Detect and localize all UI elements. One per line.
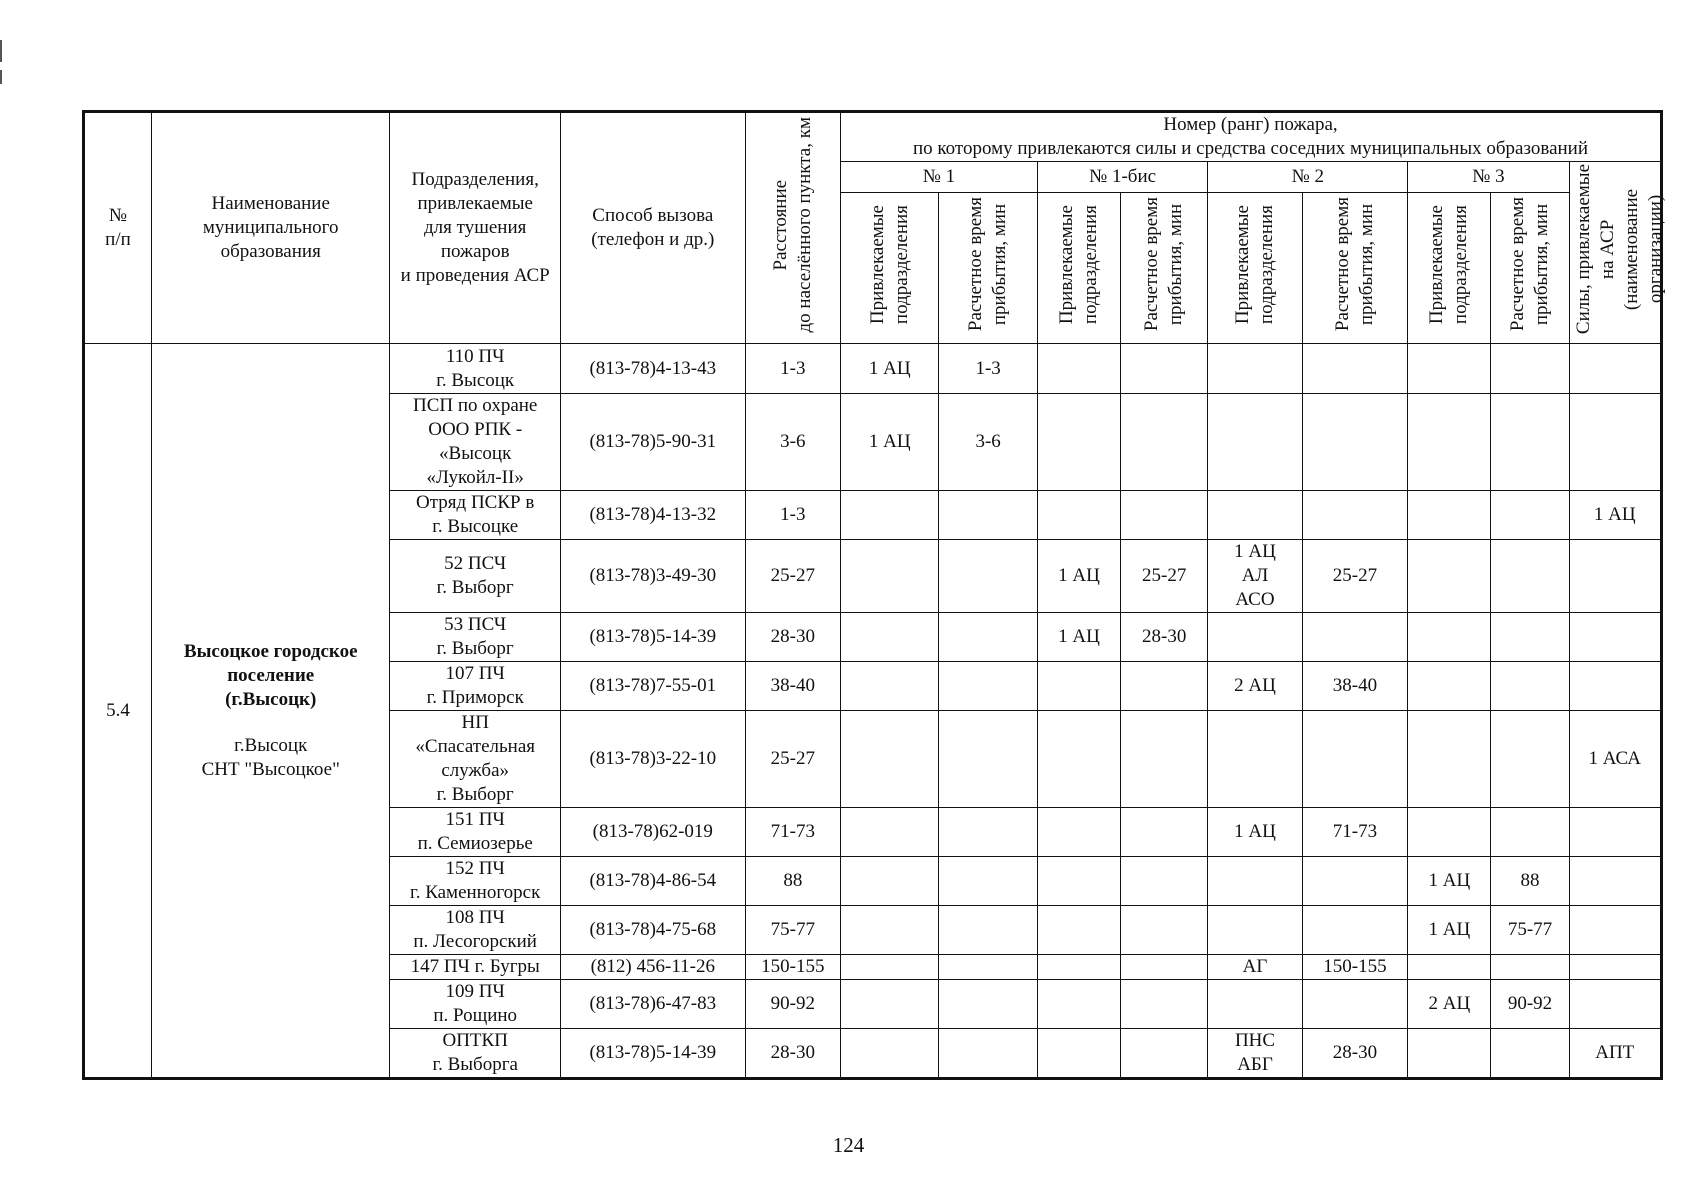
rank3-units-cell: [1408, 540, 1491, 613]
unit-cell: ПСП по охране ООО РПК - «Высоцк «Лукойл-II»: [390, 394, 560, 491]
rank1bis-time-cell: [1121, 955, 1208, 980]
rank3-units-cell: [1408, 955, 1491, 980]
rank2-time-cell: 150-155: [1302, 955, 1408, 980]
header-units: Подразделения, привлекаемые для тушения пожаров и проведения АСР: [390, 112, 560, 344]
header-distance-label: Расстояние до населённого пункта, км: [769, 116, 815, 333]
rank3-time-cell: [1491, 613, 1569, 662]
distance-cell: 90-92: [745, 980, 840, 1029]
rank2-units-cell: [1208, 906, 1302, 955]
rank1-time-cell: [939, 1029, 1037, 1079]
rank1-units-cell: [841, 980, 939, 1029]
rank1-units-cell: 1 АЦ: [841, 394, 939, 491]
rank1-time-cell: [939, 711, 1037, 808]
distance-cell: 25-27: [745, 540, 840, 613]
header-sub-label: Привлекаемые подразделения: [1055, 204, 1101, 325]
rank2-time-cell: 71-73: [1302, 808, 1408, 857]
table-row: [84, 344, 1662, 394]
rank1bis-time-cell: 25-27: [1121, 540, 1208, 613]
rank3-units-cell: 2 АЦ: [1408, 980, 1491, 1029]
header-asr-forces-label: Силы, привлекаемые на АСР (наименование организации): [1572, 163, 1666, 335]
unit-cell: 109 ПЧ п. Рощино: [390, 980, 560, 1029]
rank3-time-cell: [1491, 540, 1569, 613]
rank1bis-time-cell: [1121, 344, 1208, 394]
header-rank3-units: [1408, 193, 1491, 344]
phone-cell: (813-78)6-47-83: [560, 980, 745, 1029]
header-sub-label: Расчетное время прибытия, мин: [965, 197, 1011, 332]
header-asr-forces: [1569, 162, 1666, 344]
rank2-units-cell: 1 АЦ АЛ АСО: [1208, 540, 1302, 613]
rank1-time-cell: [939, 540, 1037, 613]
rank1-units-cell: [841, 711, 939, 808]
phone-cell: (813-78)3-22-10: [560, 711, 745, 808]
asr-forces-cell: [1569, 857, 1661, 906]
rank2-time-cell: [1302, 344, 1408, 394]
header-sub-label: Привлекаемые подразделения: [866, 204, 912, 325]
distance-cell: 28-30: [745, 613, 840, 662]
rank1bis-units-cell: [1037, 344, 1120, 394]
scan-margin-mark: [0, 40, 2, 62]
header-rank2-units: [1208, 193, 1302, 344]
header-num: № п/п: [84, 112, 152, 344]
rank1-time-cell: [939, 662, 1037, 711]
entry-municipality: [151, 344, 389, 1079]
page-number: 124: [832, 1133, 865, 1157]
rank3-time-cell: [1491, 955, 1569, 980]
rank2-time-cell: [1302, 394, 1408, 491]
phone-cell: (813-78)3-49-30: [560, 540, 745, 613]
distance-cell: 1-3: [745, 344, 840, 394]
header-call-method: Способ вызова (телефон и др.): [560, 112, 745, 344]
asr-forces-cell: [1569, 980, 1661, 1029]
rank1-time-cell: [939, 808, 1037, 857]
rank1-units-cell: [841, 808, 939, 857]
phone-cell: (813-78)4-13-43: [560, 344, 745, 394]
header-rank1-units: [841, 193, 939, 344]
header-rank2-time: [1302, 193, 1408, 344]
municipality-locations: г.Высоцк СНТ "Высоцкое": [201, 734, 340, 780]
rank2-units-cell: [1208, 613, 1302, 662]
phone-cell: (813-78)7-55-01: [560, 662, 745, 711]
rank2-time-cell: 38-40: [1302, 662, 1408, 711]
rank1bis-time-cell: [1121, 394, 1208, 491]
rank3-time-cell: 75-77: [1491, 906, 1569, 955]
rank1-units-cell: [841, 1029, 939, 1079]
rank1-time-cell: 3-6: [939, 394, 1037, 491]
table-header: [84, 112, 1666, 344]
rank2-units-cell: 2 АЦ: [1208, 662, 1302, 711]
asr-forces-cell: 1 АСА: [1569, 711, 1661, 808]
distance-cell: 25-27: [745, 711, 840, 808]
header-municipality: Наименование муниципального образования: [151, 112, 389, 344]
fire-forces-table: [82, 110, 1666, 1080]
distance-cell: 3-6: [745, 394, 840, 491]
phone-cell: (813-78)62-019: [560, 808, 745, 857]
header-rank-2: № 2: [1208, 162, 1408, 193]
phone-cell: (813-78)4-86-54: [560, 857, 745, 906]
rank3-units-cell: [1408, 662, 1491, 711]
rank2-time-cell: 28-30: [1302, 1029, 1408, 1079]
rank1bis-units-cell: [1037, 857, 1120, 906]
header-distance: [745, 112, 840, 344]
rank1bis-units-cell: [1037, 906, 1120, 955]
rank1-time-cell: [939, 857, 1037, 906]
unit-cell: 108 ПЧ п. Лесогорский: [390, 906, 560, 955]
rank3-time-cell: [1491, 344, 1569, 394]
phone-cell: (813-78)5-14-39: [560, 613, 745, 662]
header-sub-label: Расчетное время прибытия, мин: [1506, 197, 1552, 332]
asr-forces-cell: [1569, 955, 1661, 980]
rank1-units-cell: [841, 955, 939, 980]
municipality-name: Высоцкое городское поселение (г.Высоцк): [183, 640, 358, 710]
header-rank1bis-units: [1037, 193, 1120, 344]
rank1-units-cell: [841, 662, 939, 711]
rank2-units-cell: [1208, 857, 1302, 906]
rank2-time-cell: [1302, 906, 1408, 955]
phone-cell: (813-78)5-14-39: [560, 1029, 745, 1079]
rank1-units-cell: [841, 491, 939, 540]
rank1-time-cell: [939, 613, 1037, 662]
distance-cell: 28-30: [745, 1029, 840, 1079]
rank1-units-cell: [841, 906, 939, 955]
rank2-time-cell: [1302, 857, 1408, 906]
rank1-units-cell: [841, 613, 939, 662]
rank1bis-units-cell: [1037, 394, 1120, 491]
header-rank-1: № 1: [841, 162, 1038, 193]
rank1bis-units-cell: [1037, 662, 1120, 711]
table-body: [84, 344, 1662, 1079]
rank2-time-cell: [1302, 613, 1408, 662]
unit-cell: 152 ПЧ г. Каменногорск: [390, 857, 560, 906]
rank1bis-time-cell: [1121, 808, 1208, 857]
rank1-time-cell: [939, 906, 1037, 955]
rank3-time-cell: [1491, 662, 1569, 711]
distance-cell: 38-40: [745, 662, 840, 711]
rank1bis-units-cell: 1 АЦ: [1037, 613, 1120, 662]
rank1bis-units-cell: [1037, 955, 1120, 980]
rank1bis-units-cell: 1 АЦ: [1037, 540, 1120, 613]
entry-number: 5.4: [84, 344, 152, 1079]
header-rank-title: Номер (ранг) пожара, по которому привлекаются силы и средства соседних муниципальных образований: [841, 112, 1662, 162]
unit-cell: 110 ПЧ г. Высоцк: [390, 344, 560, 394]
rank3-units-cell: [1408, 1029, 1491, 1079]
asr-forces-cell: [1569, 613, 1661, 662]
distance-cell: 150-155: [745, 955, 840, 980]
rank1-time-cell: [939, 980, 1037, 1029]
distance-cell: 75-77: [745, 906, 840, 955]
asr-forces-cell: АПТ: [1569, 1029, 1661, 1079]
rank1-units-cell: [841, 540, 939, 613]
rank1bis-time-cell: [1121, 491, 1208, 540]
rank1bis-time-cell: [1121, 980, 1208, 1029]
rank3-time-cell: 88: [1491, 857, 1569, 906]
rank2-units-cell: [1208, 711, 1302, 808]
header-sub-label: Расчетное время прибытия, мин: [1331, 197, 1377, 332]
rank3-time-cell: [1491, 1029, 1569, 1079]
rank1-time-cell: [939, 955, 1037, 980]
asr-forces-cell: [1569, 540, 1661, 613]
unit-cell: Отряд ПСКР в г. Высоцке: [390, 491, 560, 540]
phone-cell: (813-78)4-75-68: [560, 906, 745, 955]
rank2-units-cell: [1208, 344, 1302, 394]
rank2-units-cell: [1208, 394, 1302, 491]
rank2-units-cell: 1 АЦ: [1208, 808, 1302, 857]
rank3-time-cell: 90-92: [1491, 980, 1569, 1029]
distance-cell: 71-73: [745, 808, 840, 857]
scan-margin-mark: [0, 70, 2, 84]
distance-cell: 1-3: [745, 491, 840, 540]
rank2-time-cell: [1302, 711, 1408, 808]
header-rank1-time: [939, 193, 1037, 344]
rank1bis-time-cell: [1121, 906, 1208, 955]
rank1bis-time-cell: [1121, 711, 1208, 808]
header-rank-1bis: № 1-бис: [1037, 162, 1207, 193]
rank1-units-cell: [841, 857, 939, 906]
asr-forces-cell: [1569, 394, 1661, 491]
rank1bis-units-cell: [1037, 808, 1120, 857]
rank1bis-units-cell: [1037, 1029, 1120, 1079]
unit-cell: 147 ПЧ г. Бугры: [390, 955, 560, 980]
unit-cell: 107 ПЧ г. Приморск: [390, 662, 560, 711]
rank3-units-cell: 1 АЦ: [1408, 906, 1491, 955]
distance-cell: 88: [745, 857, 840, 906]
rank2-time-cell: [1302, 980, 1408, 1029]
rank1bis-units-cell: [1037, 491, 1120, 540]
asr-forces-cell: [1569, 662, 1661, 711]
rank1-units-cell: 1 АЦ: [841, 344, 939, 394]
unit-cell: ОПТКП г. Выборга: [390, 1029, 560, 1079]
asr-forces-cell: [1569, 906, 1661, 955]
rank1bis-time-cell: [1121, 1029, 1208, 1079]
rank1-time-cell: [939, 491, 1037, 540]
rank3-time-cell: [1491, 808, 1569, 857]
header-sub-label: Привлекаемые подразделения: [1232, 204, 1277, 325]
rank1bis-units-cell: [1037, 711, 1120, 808]
rank1bis-time-cell: [1121, 662, 1208, 711]
unit-cell: 52 ПСЧ г. Выборг: [390, 540, 560, 613]
rank3-time-cell: [1491, 394, 1569, 491]
phone-cell: (813-78)4-13-32: [560, 491, 745, 540]
rank1bis-time-cell: [1121, 857, 1208, 906]
rank2-time-cell: 25-27: [1302, 540, 1408, 613]
unit-cell: НП «Спасательная служба» г. Выборг: [390, 711, 560, 808]
rank3-time-cell: [1491, 491, 1569, 540]
header-rank-3: № 3: [1408, 162, 1569, 193]
header-sub-label: Расчетное время прибытия, мин: [1141, 197, 1187, 332]
asr-forces-cell: [1569, 344, 1661, 394]
rank3-units-cell: [1408, 394, 1491, 491]
header-rank1bis-time: [1121, 193, 1208, 344]
unit-cell: 151 ПЧ п. Семиозерье: [390, 808, 560, 857]
rank2-units-cell: [1208, 491, 1302, 540]
phone-cell: (813-78)5-90-31: [560, 394, 745, 491]
rank2-units-cell: ПНС АБГ: [1208, 1029, 1302, 1079]
rank1bis-units-cell: [1037, 980, 1120, 1029]
rank3-units-cell: [1408, 491, 1491, 540]
rank3-units-cell: [1408, 808, 1491, 857]
header-rank3-time: [1491, 193, 1569, 344]
phone-cell: (812) 456-11-26: [560, 955, 745, 980]
header-sub-label: Привлекаемые подразделения: [1426, 204, 1472, 325]
rank2-units-cell: [1208, 980, 1302, 1029]
rank3-units-cell: [1408, 613, 1491, 662]
rank3-units-cell: 1 АЦ: [1408, 857, 1491, 906]
asr-forces-cell: [1569, 808, 1661, 857]
rank3-units-cell: [1408, 344, 1491, 394]
rank3-time-cell: [1491, 711, 1569, 808]
rank3-units-cell: [1408, 711, 1491, 808]
asr-forces-cell: 1 АЦ: [1569, 491, 1661, 540]
unit-cell: 53 ПСЧ г. Выборг: [390, 613, 560, 662]
rank2-units-cell: АГ: [1208, 955, 1302, 980]
rank1bis-time-cell: 28-30: [1121, 613, 1208, 662]
rank2-time-cell: [1302, 491, 1408, 540]
rank1-time-cell: 1-3: [939, 344, 1037, 394]
